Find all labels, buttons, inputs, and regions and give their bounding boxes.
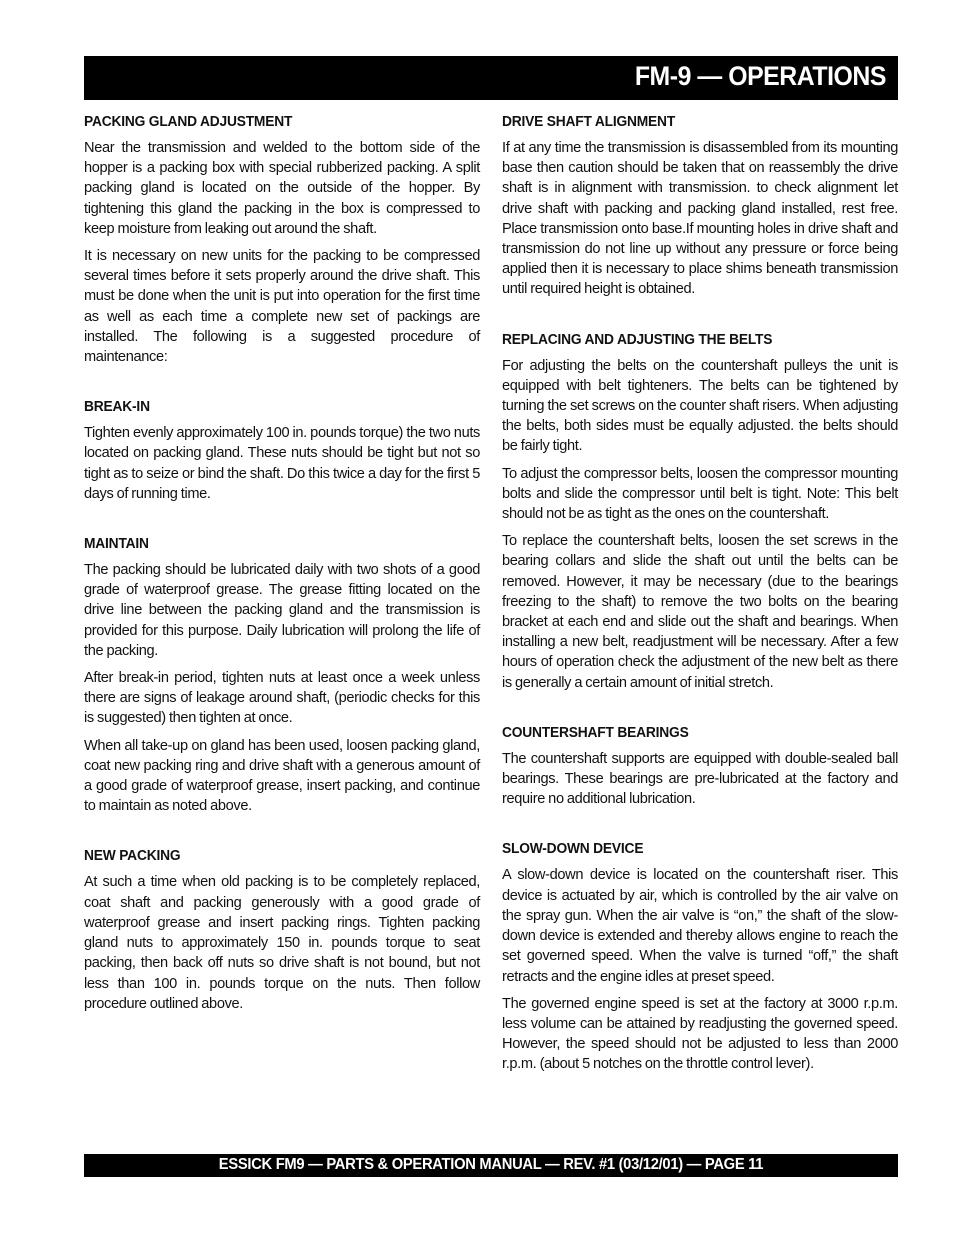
paragraph: Near the transmission and welded to the bottom side of the hopper is a packing box with special rubberized packing. A split packing gland is located on the outside of the hopper. By tightening this gland the packing in the box is compressed to keep moisture from leaking out around the shaft. <box>84 140 480 237</box>
paragraph: After break-in period, tighten nuts at least once a week unless there are signs of leakage around shaft, (periodic checks for this is suggested) then tighten at once. <box>84 670 480 727</box>
paragraph: Tighten evenly approximately 100 in. pounds torque) the two nuts located on packing gland. These nuts should be tight but not so tight as to seize or bind the shaft. Do this twice a day for the first 5 days of running time. <box>84 425 480 502</box>
section-heading: DRIVE SHAFT ALIGNMENT <box>502 114 676 130</box>
paragraph: When all take-up on gland has been used, loosen packing gland, coat new packing ring and drive shaft with a generous amount of a good grade of waterproof grease, insert packing, and continue to maintain as noted above. <box>84 737 480 815</box>
page-header-bar <box>84 56 898 100</box>
left-column <box>84 114 480 1021</box>
section-heading: SLOW-DOWN DEVICE <box>502 841 644 858</box>
section-replacing-adjusting-belts <box>502 332 898 693</box>
section-drive-shaft-alignment <box>502 114 898 300</box>
section-heading: PACKING GLAND ADJUSTMENT <box>84 114 293 130</box>
section-countershaft-bearings <box>502 725 898 810</box>
section-packing-gland-adjustment <box>84 114 480 367</box>
paragraph: At such a time when old packing is to be completely replaced, coat shaft and packing generously with a good grade of waterproof grease and insert packing rings. Tighten packing gland nuts to approximately 150 in. pounds torque to seat packing, then back off nuts so drive shaft is not bound, but not less than 100 in. pounds torque on the nuts. Then follow procedure outlined above. <box>84 874 480 1012</box>
paragraph: The packing should be lubricated daily with two shots of a good grade of waterproof grease. The grease fitting located on the drive line between the packing gland and the transmission is provided for this purpose. Daily lubrication will prolong the life of the packing. <box>84 562 480 659</box>
paragraph: If at any time the transmission is disassembled from its mounting base then caution should be taken that on reassembly the drive shaft is in alignment with transmission. to check alignment let drive shaft with packing and packing gland installed, rest free. Place transmission onto base.If mounting holes in drive shaft and transmission do not line up without any pressure or force being applied then it is necessary to place shims beneath transmission until required height is obtained. <box>502 140 898 298</box>
section-heading: BREAK-IN <box>84 399 150 416</box>
section-maintain <box>84 536 480 816</box>
section-heading: REPLACING AND ADJUSTING THE BELTS <box>502 331 773 348</box>
paragraph: The countershaft supports are equipped with double-sealed ball bearings. These bearings are pre-lubricated at the factory and require no additional lubrication. <box>502 750 898 808</box>
section-slow-down-device <box>502 841 898 1074</box>
paragraph: To adjust the compressor belts, loosen the compressor mounting bolts and slide the compressor until belt is tight. Note: This belt should not be as tight as the ones on the countershaft. <box>502 465 898 523</box>
paragraph: It is necessary on new units for the packing to be compressed several times before it sets properly around the drive shaft. This must be done when the unit is put into operation for the first time as well as each time a complete new set of packings are installed. The following is a suggested procedure of maintenance: <box>84 248 480 366</box>
footer-text: ESSICK FM9 — PARTS & OPERATION MANUAL — REV. #1 (03/12/01) — PAGE 11 <box>218 1156 764 1173</box>
paragraph: For adjusting the belts on the countershaft pulleys the unit is equipped with belt tighteners. The belts can be tightened by turning the set screws on the counter shaft risers. When adjusting the belts, both sides must be equally adjusted. the belts should be fairly tight. <box>502 357 898 455</box>
paragraph: A slow-down device is located on the countershaft riser. This device is actuated by air, which is controlled by the air valve on the spray gun. When the air valve is “on,” the shaft of the slow-down device is extended and thereby allows engine to reach the set governed speed. When the valve is turned “off,” the shaft retracts and the engine idles at preset speed. <box>502 867 898 985</box>
section-heading: MAINTAIN <box>84 536 149 553</box>
section-heading: NEW PACKING <box>84 848 181 865</box>
section-new-packing <box>84 848 480 1013</box>
page-title: FM-9 — OPERATIONS <box>634 61 886 91</box>
section-break-in <box>84 399 480 504</box>
section-heading: COUNTERSHAFT BEARINGS <box>502 724 689 741</box>
right-column <box>502 114 898 1082</box>
paragraph: The governed engine speed is set at the factory at 3000 r.p.m. less volume can be attained by readjusting the governed speed. However, the speed should not be adjusted to less than 2000 r.p.m. (about 5 notches on the throttle control lever). <box>502 995 898 1073</box>
page-footer-bar <box>84 1154 898 1177</box>
paragraph: To replace the countershaft belts, loosen the set screws in the bearing collars and slide the shaft out until the belts can be removed. However, it may be necessary (due to the bearings freezing to the shaft) to remove the two bolts on the bearing bracket at each end and slide out the shaft and bearings. When installing a new belt, readjustment will be necessary. After a few hours of operation check the adjustment of the new belt as there is generally a certain amount of initial stretch. <box>502 533 898 691</box>
